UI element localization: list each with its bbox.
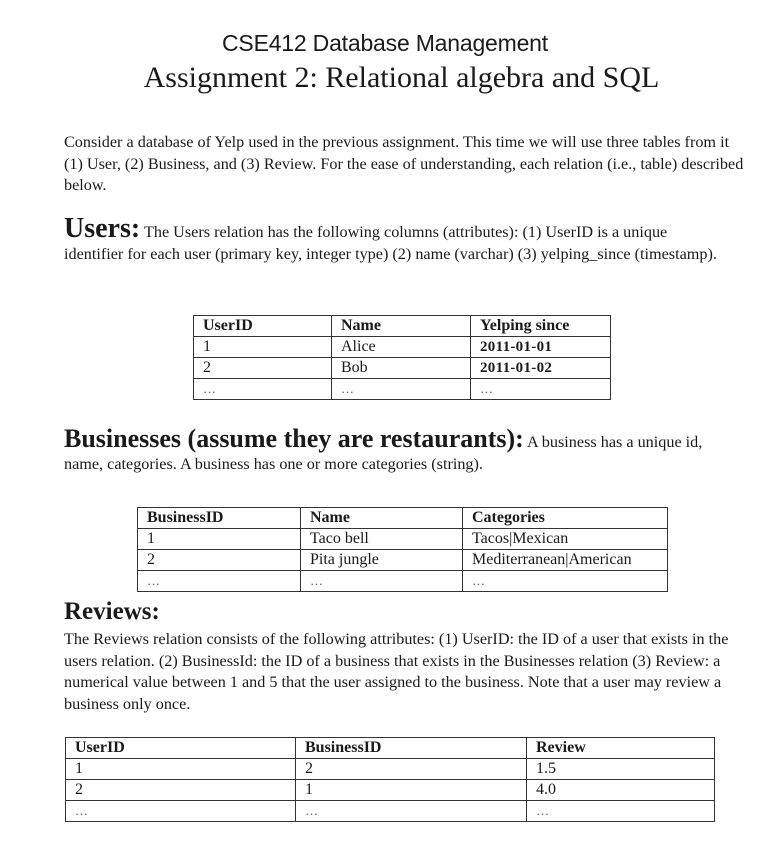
users-table — [193, 315, 611, 400]
businesses-description: A business has a unique id, name, categories. A business has one or more categories (string). — [64, 433, 703, 473]
table-cell: 2 — [138, 550, 301, 571]
table-row — [138, 529, 668, 550]
table-cell: … — [296, 801, 527, 822]
table-cell: 2 — [296, 759, 527, 780]
course-title: CSE412 Database Management — [222, 30, 548, 56]
reviews-description: The Reviews relation consists of the following attributes: (1) UserID: the ID of a user that exists in the users relation. (2) BusinessId: the ID of a business that exists in the Businesses relation (3) Review: a numerical value between 1 and 5 that the user assigned to the business. Note that a user may review a business only once. — [64, 630, 729, 713]
reviews-table — [65, 737, 715, 822]
table-row — [66, 780, 715, 801]
table-cell: Bob — [332, 358, 471, 379]
businesses-heading: Businesses (assume they are restaurants): — [64, 424, 524, 453]
table-cell: 1 — [296, 780, 527, 801]
table-cell: … — [301, 571, 463, 592]
column-header: Categories — [463, 508, 668, 529]
table-cell: … — [138, 571, 301, 592]
table-cell: 1 — [66, 759, 296, 780]
table-cell: Tacos|Mexican — [463, 529, 668, 550]
column-header: UserID — [194, 316, 332, 337]
table-cell: Mediterranean|American — [463, 550, 668, 571]
table-row — [138, 550, 668, 571]
table-cell: … — [527, 801, 715, 822]
table-cell: … — [66, 801, 296, 822]
table-cell: Pita jungle — [301, 550, 463, 571]
column-header: Review — [527, 738, 715, 759]
table-header-row — [138, 508, 668, 529]
table-cell: Taco bell — [301, 529, 463, 550]
reviews-heading: Reviews: — [64, 598, 160, 625]
table-cell: … — [332, 379, 471, 400]
table-cell: … — [463, 571, 668, 592]
table-row — [194, 337, 611, 358]
table-cell: 1 — [138, 529, 301, 550]
assignment-title: Assignment 2: Relational algebra and SQL — [143, 61, 660, 94]
users-heading: Users: — [64, 213, 141, 244]
businesses-table — [137, 507, 668, 592]
table-cell: … — [194, 379, 332, 400]
column-header: Yelping since — [471, 316, 611, 337]
users-description: The Users relation has the following columns (attributes): (1) UserID is a unique identifier for each user (primary key, integer type) (2) name (varchar) (3) yelping_since (timestamp). — [64, 223, 717, 263]
column-header: BusinessID — [138, 508, 301, 529]
table-cell: 2 — [194, 358, 332, 379]
table-cell: 1.5 — [527, 759, 715, 780]
column-header: BusinessID — [296, 738, 527, 759]
intro-paragraph: Consider a database of Yelp used in the previous assignment. This time we will use three tables from it (1) User, (2) Business, and (3) Review. For the ease of understanding, each relation (i.e., table) described below. — [64, 133, 744, 194]
table-header-row — [194, 316, 611, 337]
table-cell: Alice — [332, 337, 471, 358]
column-header: Name — [332, 316, 471, 337]
column-header: Name — [301, 508, 463, 529]
column-header: UserID — [66, 738, 296, 759]
table-row — [138, 571, 668, 592]
table-row — [194, 379, 611, 400]
table-cell: 2 — [66, 780, 296, 801]
table-row — [66, 759, 715, 780]
table-header-row — [66, 738, 715, 759]
table-cell: 2011-01-01 — [471, 337, 611, 358]
table-row — [194, 358, 611, 379]
businesses-section — [64, 424, 744, 475]
table-cell: 1 — [194, 337, 332, 358]
users-section — [64, 213, 724, 265]
table-cell: … — [471, 379, 611, 400]
table-row — [66, 801, 715, 822]
table-cell: 2011-01-02 — [471, 358, 611, 379]
table-cell: 4.0 — [527, 780, 715, 801]
